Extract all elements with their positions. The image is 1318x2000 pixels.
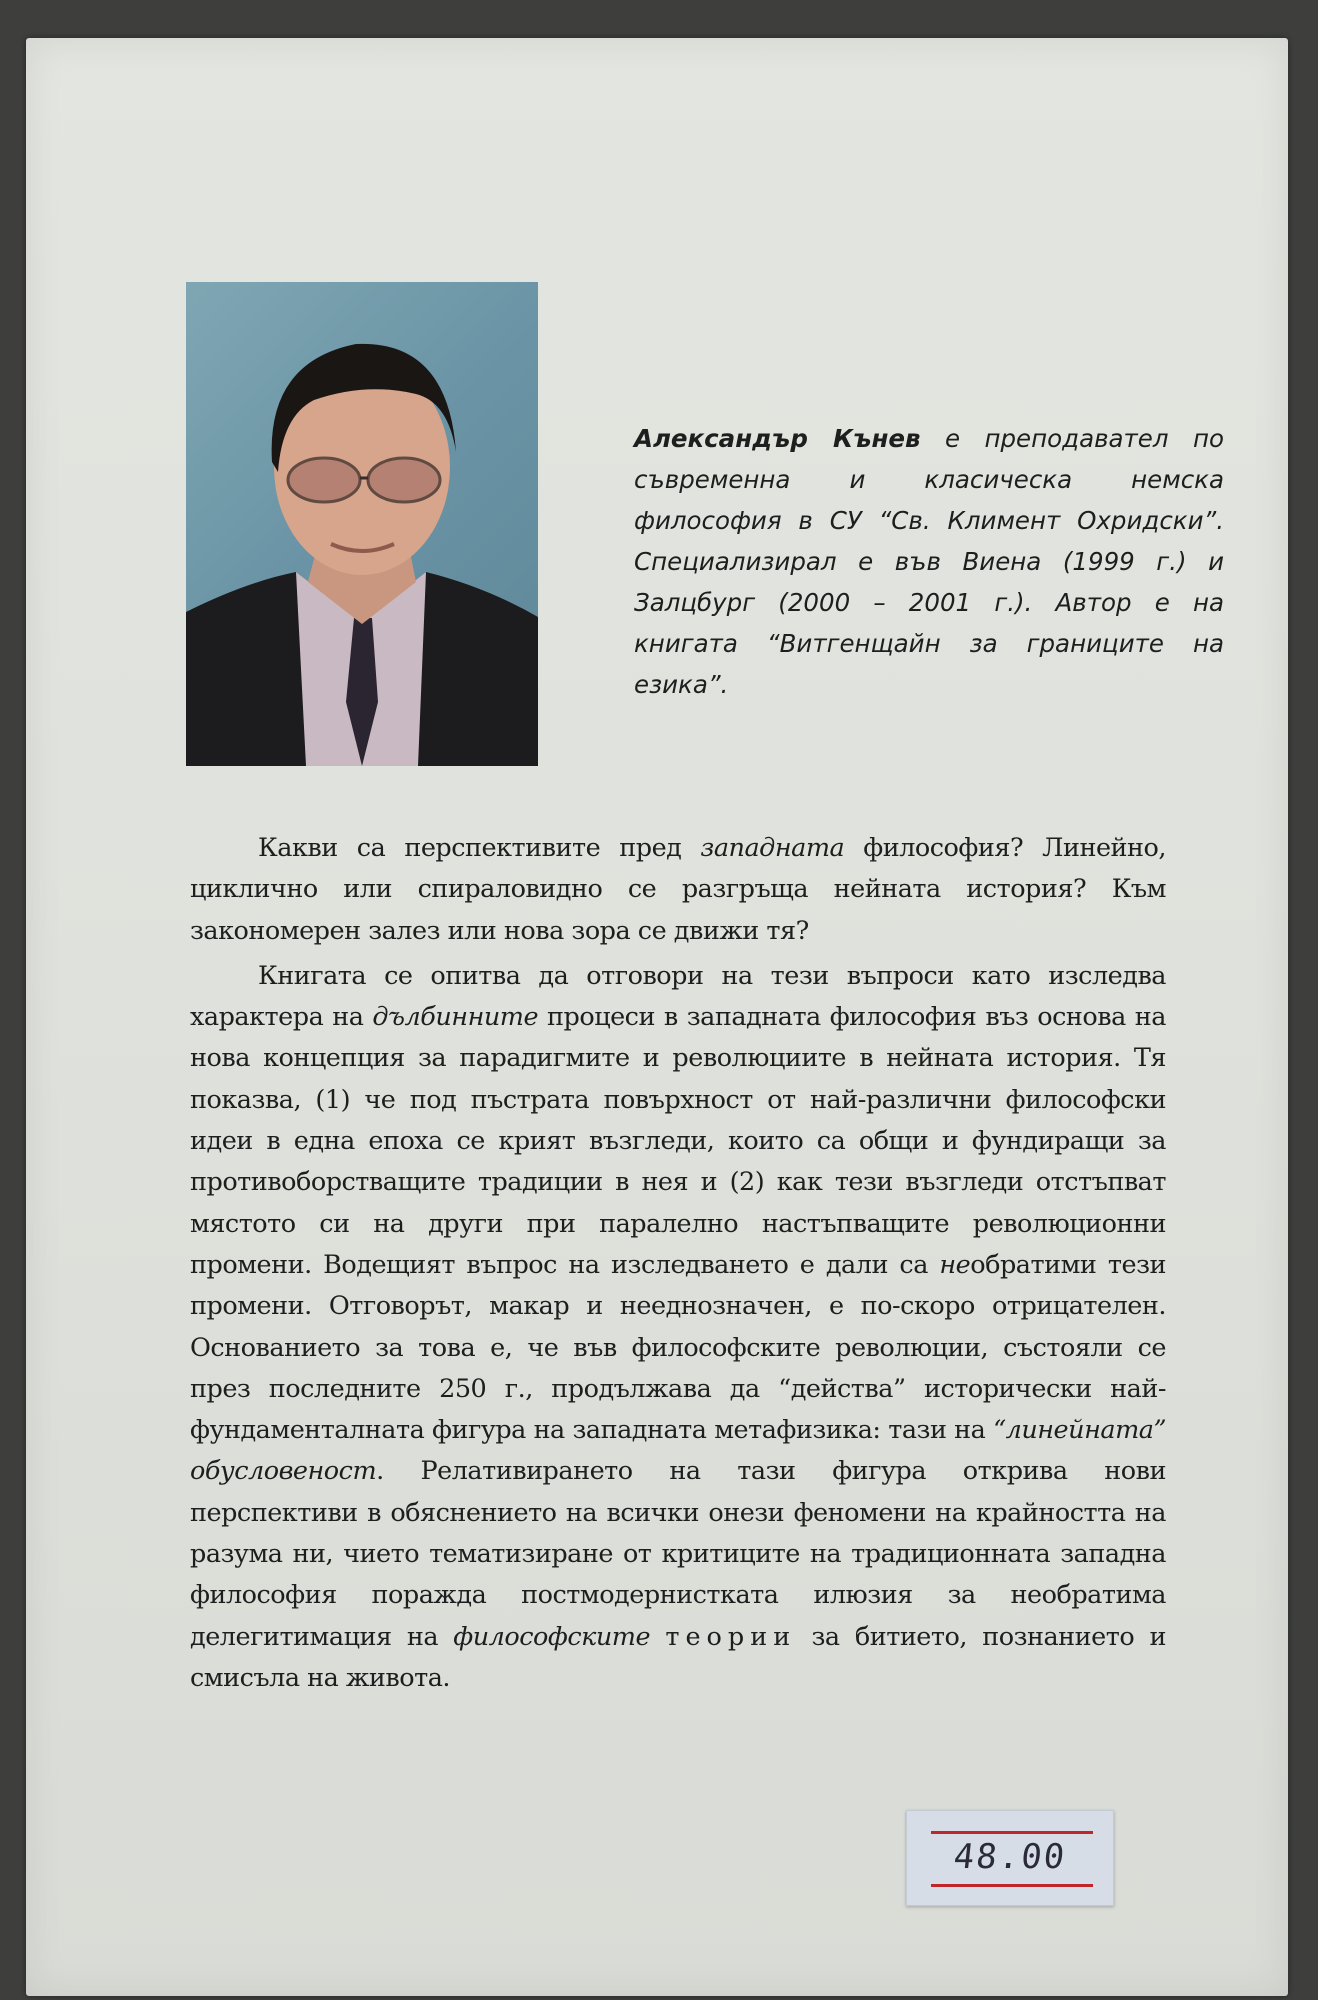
- blurb-p2-text-e: [650, 1622, 665, 1652]
- author-bio-text: е преподавател по съвременна и класическа немска философия в СУ “Св. Климент Охридски”. Специализирал е във Виена (1999 г.) и Залцбург (2000 – 2001 г.). Автор е на книгата “Витгенщайн за границите на езика”.: [634, 424, 1224, 699]
- blurb-p2-emphasis-3: “линейната” обусловеност: [190, 1415, 1166, 1487]
- price-value: 48.00: [951, 1837, 1069, 1877]
- blurb-p2-emphasis-1: дълбинните: [372, 1002, 539, 1033]
- blurb-paragraph-2: [190, 956, 1166, 1699]
- book-back-cover: [26, 38, 1288, 1996]
- blurb-p2-text-a: Книгата се опитва да отговори на тези въпроси като изследва характера на: [190, 960, 1166, 1033]
- blurb-p2-spaced-word: теории: [665, 1621, 797, 1652]
- blurb-p2-text-d: . Релативирането на тази фигура открива нови перспективи в обяснението на всички онези феномени на крайността на разума ни, чието тематизиране от критиците на традиционната западна философия поражда постмодернистката илюзия за необратима делегитимация на: [190, 1456, 1166, 1652]
- author-bio: [634, 418, 1224, 705]
- blurb-p2-text-f: за битието, познанието и смисъла на живота.: [190, 1621, 1166, 1693]
- blurb-paragraph-1: [190, 828, 1166, 952]
- price-sticker-top-stripe: [931, 1831, 1093, 1834]
- blurb-p1-emphasis: западната: [700, 833, 845, 863]
- price-sticker: [906, 1810, 1114, 1906]
- blurb-p1-text-b: философия? Линейно, циклично или спираловидно се разгръща нейната история? Към закономерен залез или нова зора се движи тя?: [190, 833, 1166, 946]
- blurb-p2-emphasis-4: философските: [453, 1621, 651, 1652]
- blurb-p2-text-c: обратими тези промени. Отговорът, макар и нееднозначен, е по-скоро отрицателен. Основанието за това е, че във философските революции, състояли се през последните 250 г., продължава да “действа” исторически най-фундаменталната фигура на западната метафизика: тази на: [190, 1249, 1166, 1446]
- blurb-p1-text-a: Какви са перспективите пред: [258, 833, 701, 863]
- blurb-p2-emphasis-2: не: [939, 1249, 971, 1280]
- author-name: Александър Кънев: [634, 424, 921, 453]
- author-portrait-illustration: [186, 282, 538, 766]
- book-blurb: [190, 828, 1166, 1703]
- author-photo: [186, 282, 538, 766]
- price-sticker-bottom-stripe: [931, 1884, 1093, 1887]
- blurb-p2-text-b: процеси в западната философия въз основа на нова концепция за парадигмите и революциите в нейната история. Тя показва, (1) че под пъстрата повърхност от най-различни философски идеи в една епоха се крият възгледи, които са общи и фундиращи за противоборстващите традиции в нея и (2) как тези възгледи отстъпват мястото си на други при паралелно настъпващите революционни промени. Водещият въпрос на изследването е дали са: [190, 1002, 1166, 1280]
